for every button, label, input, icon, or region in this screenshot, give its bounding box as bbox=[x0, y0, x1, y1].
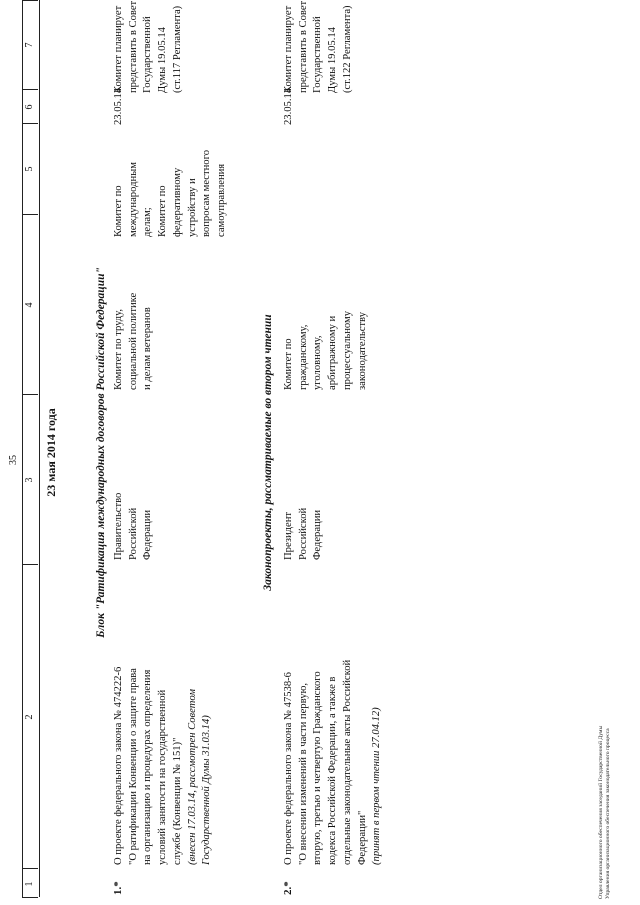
review-date: 23.05.14 bbox=[113, 87, 124, 125]
column-divider bbox=[22, 564, 38, 565]
column-header: 7 bbox=[24, 42, 35, 48]
row-number: 2.* bbox=[282, 881, 294, 895]
column-divider bbox=[22, 868, 38, 869]
bill-title: О проекте федерального закона № 474222-6 "О ратификации Конвенции о защите права на организацию и процедурах определения условий занятости на государственной службе (Конвенции № 151)" bbox=[113, 666, 183, 865]
section-heading: Законопроекты, рассматриваемые во втором чтении bbox=[262, 314, 274, 591]
column-divider bbox=[22, 0, 38, 1]
column-header: 1 bbox=[24, 881, 35, 887]
block-heading: Блок "Ратификация международных договоров Российской Федерации" bbox=[95, 267, 107, 638]
initiator: Правительство Российской Федерации bbox=[113, 492, 154, 560]
bill-title: О проекте федерального закона № 47538-6 "О внесении изменений в части первую, вторую, третью и четвертую Гражданского кодекса Российской Федерации, а также в отдельные законодательные акты Российской Федерации" bbox=[283, 659, 368, 865]
row-number: 1.* bbox=[112, 881, 124, 895]
responsible-committee: Комитет по гражданскому, уголовному, арбитражному и процессуальному законодательству bbox=[283, 311, 368, 390]
column-header: 4 bbox=[24, 302, 35, 308]
review-date: 23.05.14 bbox=[283, 87, 294, 125]
co-executor-committees: Комитет по международным делам; Комитет по федеративному устройству и вопросам местного самоуправления bbox=[113, 150, 227, 237]
column-header: 3 bbox=[24, 477, 35, 483]
remark: Комитет планирует представить в Совет Государственной Думы 19.05.14 (ст.117 Регламента) bbox=[113, 0, 183, 93]
column-divider bbox=[22, 394, 38, 395]
column-divider bbox=[22, 123, 38, 124]
page-number: 35 bbox=[8, 455, 19, 465]
bill-note: (принят в первом чтении 27.04.12) bbox=[371, 707, 382, 865]
column-header: 2 bbox=[24, 714, 35, 720]
column-divider bbox=[22, 897, 38, 898]
initiator: Президент Российской Федерации bbox=[283, 507, 324, 560]
column-header: 6 bbox=[24, 104, 35, 110]
column-header: 5 bbox=[24, 166, 35, 172]
remark: Комитет планирует представить в Совет Государственной Думы 19.05.14 (ст.122 Регламента) bbox=[283, 0, 353, 93]
column-divider bbox=[22, 214, 38, 215]
bill-note: (внесен 17.03.14, рассмотрен Советом Государственной Думы 31.03.14) bbox=[186, 689, 213, 865]
footer-note: Отдел организационного обеспечения заседаний Государственной Думы Управления организационного обеспечения законодательного процесса bbox=[598, 725, 611, 899]
date-heading: 23 мая 2014 года bbox=[44, 408, 58, 497]
responsible-committee: Комитет по труду, социальной политике и делам ветеранов bbox=[113, 292, 154, 390]
column-divider bbox=[22, 89, 38, 90]
column-header-row bbox=[22, 0, 40, 897]
